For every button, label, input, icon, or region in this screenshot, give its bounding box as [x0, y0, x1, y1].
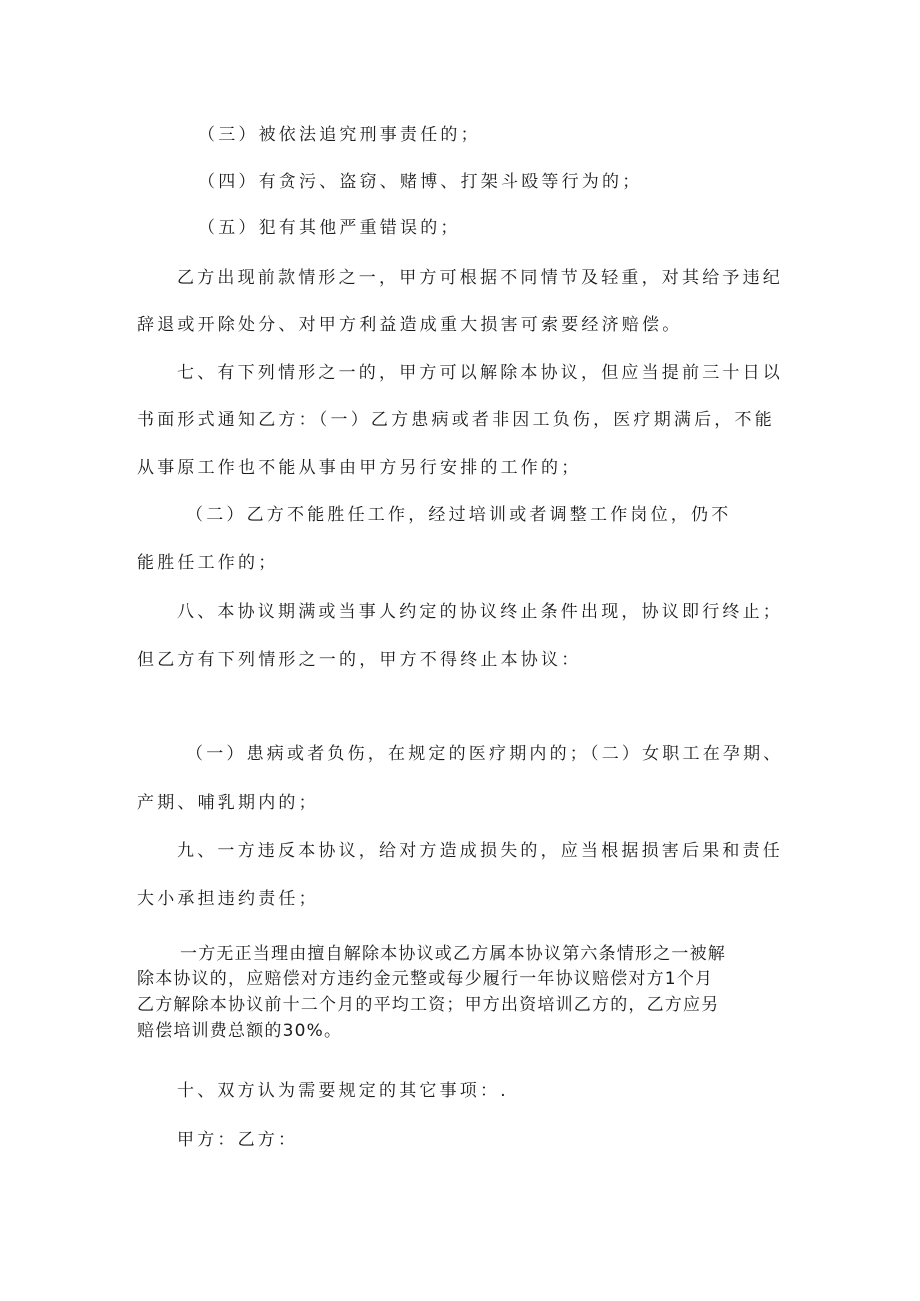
- clause-eight-items: （一）患病或者负伤，在规定的医疗期内的；（二）女职工在孕期、: [186, 744, 784, 764]
- penalty-paragraph-line: 一方无正当理由擅自解除本协议或乙方属本协议第六条情形之一被解: [180, 944, 726, 964]
- clause-seven-line: 七、有下列情形之一的，甲方可以解除本协议，但应当提前三十日以: [177, 363, 783, 383]
- penalty-paragraph-line: 赔偿培训费总额的30%。: [137, 1021, 343, 1041]
- paragraph-line: 辞退或开除处分、对甲方利益造成重大损害可索要经济赔偿。: [137, 315, 683, 335]
- penalty-paragraph-line: 乙方解除本协议前十二个月的平均工资；甲方出资培训乙方的，乙方应另: [137, 995, 720, 1015]
- clause-nine-line: 九、一方违反本协议，给对方造成损失的，应当根据损害后果和责任: [177, 841, 783, 861]
- clause-item-3: （三）被依法追究刑事责任的；: [198, 125, 481, 145]
- clause-item-4: （四）有贪污、盗窃、赌博、打架斗殴等行为的；: [198, 172, 643, 192]
- clause-eight-items: 产期、哺乳期内的；: [137, 793, 319, 813]
- clause-ten-line: 十、双方认为需要规定的其它事项：.: [177, 1081, 509, 1101]
- clause-item-5: （五）犯有其他严重错误的；: [198, 218, 461, 238]
- penalty-paragraph-line: 除本协议的，应赔偿对方违约金元整或每少履行一年协议赔偿对方1个月: [137, 969, 714, 989]
- clause-seven-item-2: （二）乙方不能胜任工作，经过培训或者调整工作岗位，仍不: [186, 505, 732, 525]
- signature-line: 甲方：乙方：: [177, 1130, 299, 1150]
- paragraph-line: 乙方出现前款情形之一，甲方可根据不同情节及轻重，对其给予违纪: [177, 268, 783, 288]
- clause-eight-line: 但乙方有下列情形之一的，甲方不得终止本协议：: [137, 650, 582, 670]
- clause-seven-line: 从事原工作也不能从事由甲方另行安排的工作的；: [137, 458, 582, 478]
- clause-nine-line: 大小承担违约责任；: [137, 889, 319, 909]
- clause-seven-item-2: 能胜任工作的；: [137, 553, 279, 573]
- clause-eight-line: 八、本协议期满或当事人约定的协议终止条件出现，协议即行终止；: [177, 602, 783, 622]
- clause-seven-line: 书面形式通知乙方：（一）乙方患病或者非因工负伤，医疗期满后，不能: [137, 410, 775, 430]
